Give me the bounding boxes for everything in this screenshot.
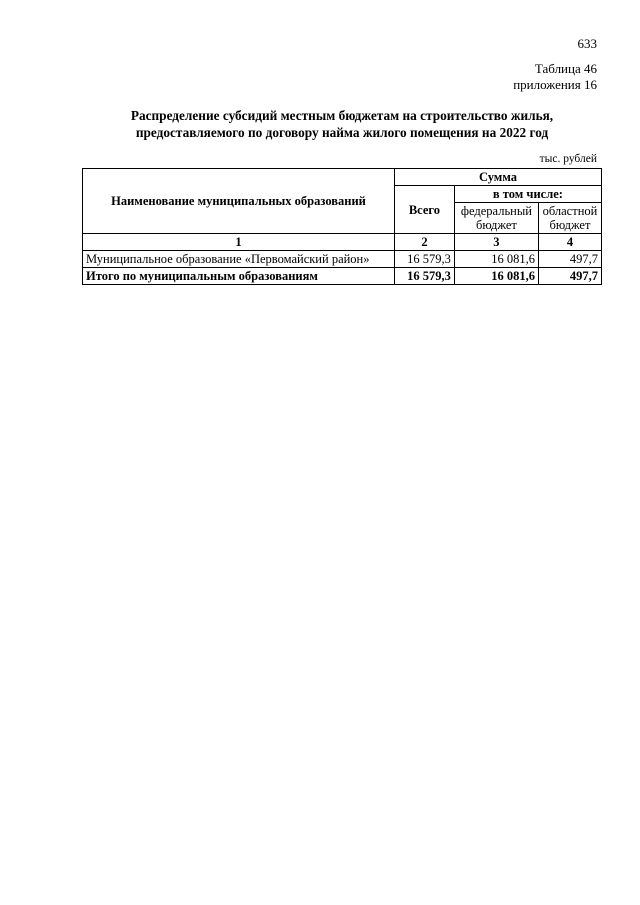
- column-numbers-row: [83, 234, 602, 251]
- header-federal-budget: федеральный бюджет: [454, 203, 538, 234]
- header-total: Всего: [395, 186, 455, 234]
- col-number-2: 2: [395, 234, 455, 251]
- row-municipality-name: Муниципальное образование «Первомайский район»: [83, 251, 395, 268]
- summary-row: [83, 268, 602, 285]
- header-regional-budget: областной бюджет: [538, 203, 601, 234]
- row-total: 16 579,3: [395, 251, 455, 268]
- header-including: в том числе:: [454, 186, 601, 203]
- row-federal: 16 081,6: [454, 251, 538, 268]
- summary-total: 16 579,3: [395, 268, 455, 285]
- table-row: [83, 251, 602, 268]
- table-reference: [513, 61, 597, 93]
- document-title: [82, 107, 602, 141]
- table-ref-line-1: Таблица 46: [534, 61, 597, 76]
- title-line-1: Распределение субсидий местным бюджетам на строительство жилья,: [130, 108, 554, 123]
- summary-regional: 497,7: [538, 268, 601, 285]
- col-number-1: 1: [83, 234, 395, 251]
- header-municipality-name: Наименование муниципальных образований: [83, 169, 395, 234]
- col-number-4: 4: [538, 234, 601, 251]
- row-regional: 497,7: [538, 251, 601, 268]
- units-label: тыс. рублей: [539, 153, 597, 165]
- table-ref-line-2: приложения 16: [513, 77, 597, 92]
- page-number: 633: [577, 36, 597, 51]
- summary-federal: 16 081,6: [454, 268, 538, 285]
- header-row-1: [83, 169, 602, 186]
- col-number-3: 3: [454, 234, 538, 251]
- subsidy-table: [82, 168, 602, 285]
- summary-name: Итого по муниципальным образованиям: [83, 268, 395, 285]
- header-sum: Сумма: [395, 169, 602, 186]
- title-line-2: предоставляемого по договору найма жилого помещения на 2022 год: [135, 125, 549, 140]
